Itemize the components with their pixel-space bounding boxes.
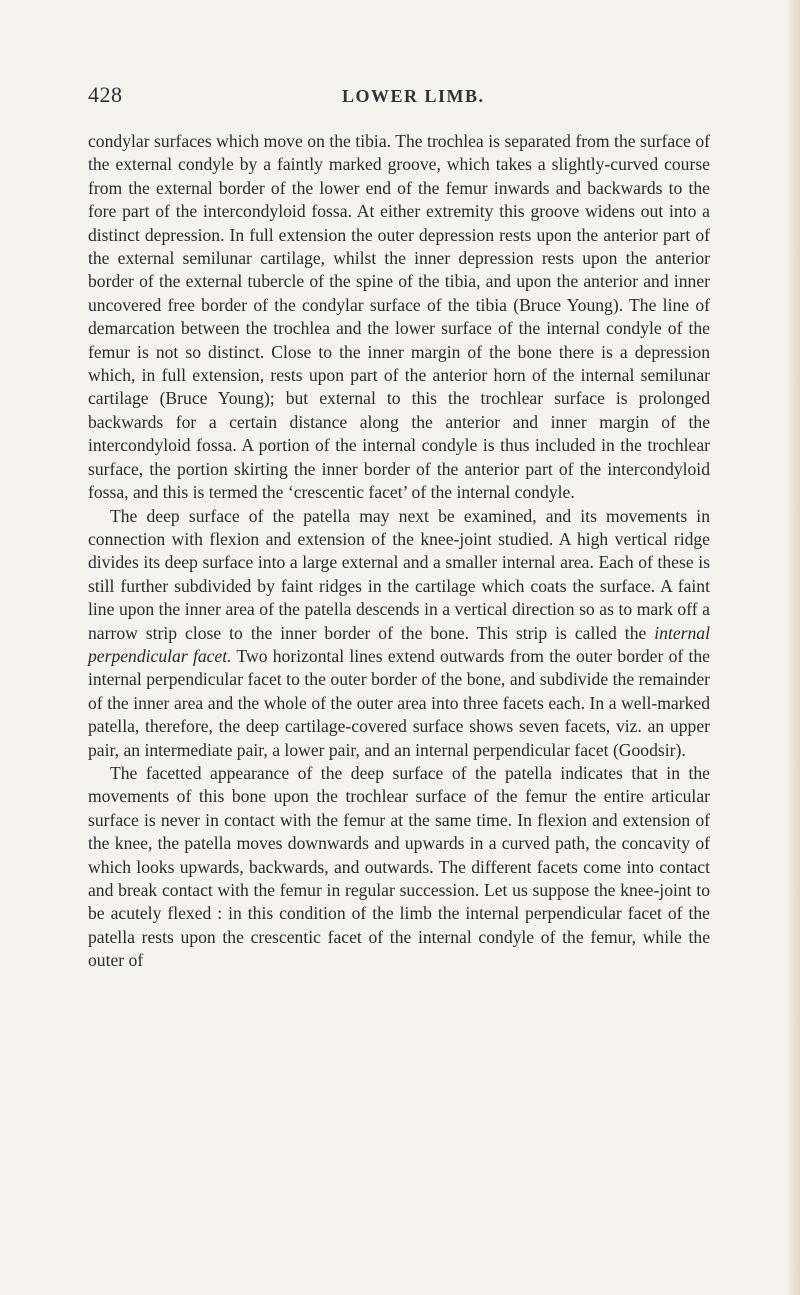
body-text	[88, 130, 710, 973]
paragraph-text: The deep surface of the patella may next be examined, and its movements in connection with flexion and extension of the knee-joint studied. A high vertical ridge divides its deep surface into a large external and a smaller internal area. Each of these is still further subdivided by faint ridges in the cartilage which coats the surface. A faint line upon the inner area of the patella descends in a vertical direction so as to mark off a narrow strip close to the inner border of the bone. This strip is called the	[88, 505, 710, 643]
page-edge-shadow	[786, 0, 800, 1295]
paragraph-text: Two horizontal lines extend outwards from the outer border of the internal perpendicular facet to the outer border of the bone, and subdivide the remainder of the inner area and the whole of the outer area into three facets each. In a well-marked patella, therefore, the deep cartilage-covered surface shows seven facets, viz. an upper pair, an intermediate pair, a lower pair, and an internal perpendicular facet (Goodsir).	[88, 645, 710, 760]
paragraph-facetted-appearance: The facetted appearance of the deep surface of the patella indicates that in the movements of this bone upon the trochlear surface of the femur the entire articular surface is never in contact with the femur at the same time. In flexion and extension of the knee, the patella moves downwards and upwards in a curved path, the concavity of which looks upwards, backwards, and outwards. The different facets come into contact and break contact with the femur in regular succession. Let us suppose the knee-joint to be acutely flexed : in this condition of the limb the internal perpendicular facet of the patella rests upon the crescentic facet of the internal condyle of the femur, while the outer of	[88, 762, 710, 971]
italic-term: internal perpendicular facet.	[88, 622, 710, 666]
running-head: LOWER LIMB.	[342, 86, 485, 106]
page-header	[0, 82, 800, 112]
paragraph-condylar-surfaces: condylar surfaces which move on the tibia. The trochlea is separated from the surface of the external condyle by a faintly marked groove, which takes a slightly-curved course from the external border of the lower end of the femur inwards and backwards to the fore part of the intercondyloid fossa. At either extremity this groove widens out into a distinct depression. In full extension the outer depression rests upon the anterior part of the external semilunar cartilage, whilst the inner depression rests upon the anterior border of the external tubercle of the spine of the tibia, and upon the anterior and inner uncovered free border of the condylar surface of the tibia (Bruce Young). The line of demarcation between the trochlea and the lower surface of the internal condyle of the femur is not so distinct. Close to the inner margin of the bone there is a depression which, in full extension, rests upon part of the anterior horn of the internal semilunar cartilage (Bruce Young); but external to this the trochlear surface is prolonged backwards for a certain distance along the anterior and inner margin of the intercondyloid fossa. A portion of the internal condyle is thus included in the trochlear surface, the portion skirting the inner border of the anterior part of the intercondyloid fossa, and this is termed the ‘crescentic facet’ of the internal condyle.	[88, 131, 710, 503]
paragraph-patella-deep-surface	[88, 505, 710, 762]
page-number: 428	[88, 82, 123, 107]
